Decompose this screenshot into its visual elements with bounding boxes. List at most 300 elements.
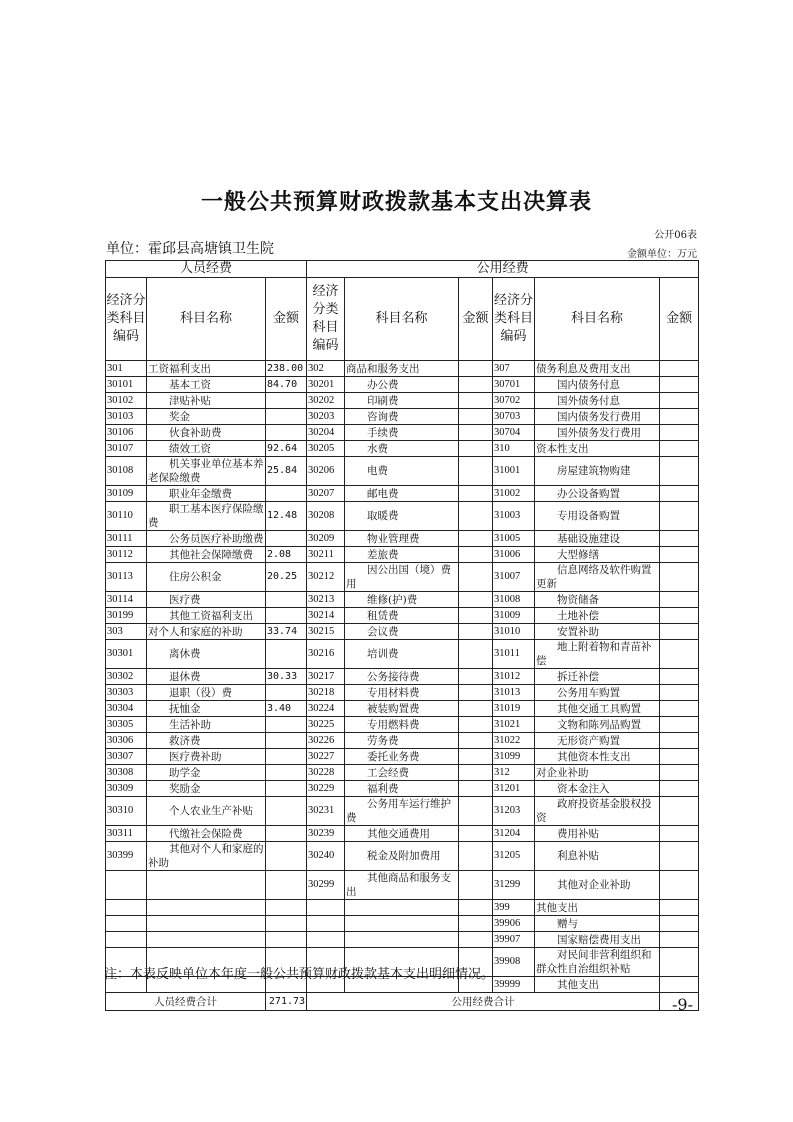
table-row <box>106 871 699 900</box>
item-code: 30212 <box>307 563 345 592</box>
item-name: 维修(护)费 <box>345 592 459 608</box>
item-name: 利息补贴 <box>535 842 660 871</box>
item-code: 31013 <box>493 685 535 701</box>
item-amount <box>660 669 699 685</box>
item-name: 住房公积金 <box>147 563 266 592</box>
table-row <box>106 377 699 393</box>
item-name: 其他交通工具购置 <box>535 701 660 717</box>
item-amount <box>660 441 699 457</box>
item-name: 奖励金 <box>147 781 266 797</box>
item-amount <box>459 624 493 640</box>
item-code: 31012 <box>493 669 535 685</box>
expenditure-table <box>105 260 699 1011</box>
table-row <box>106 361 699 377</box>
item-code: 31011 <box>493 640 535 669</box>
table-row <box>106 749 699 765</box>
item-amount: 2.08 <box>266 547 307 563</box>
item-name: 其他社会保障缴费 <box>147 547 266 563</box>
item-name: 债务利息及费用支出 <box>535 361 660 377</box>
item-amount <box>660 393 699 409</box>
item-amount <box>660 765 699 781</box>
item-amount <box>459 826 493 842</box>
item-name: 大型修缮 <box>535 547 660 563</box>
item-name: 租赁费 <box>345 608 459 624</box>
table-row <box>106 441 699 457</box>
item-amount <box>266 871 307 900</box>
item-amount <box>459 669 493 685</box>
totals-row <box>106 993 699 1011</box>
item-amount <box>660 377 699 393</box>
item-code: 30199 <box>106 608 147 624</box>
header-personnel: 人员经费 <box>106 261 307 278</box>
item-name: 委托业务费 <box>345 749 459 765</box>
item-name: 安置补助 <box>535 624 660 640</box>
item-amount <box>660 361 699 377</box>
item-amount <box>266 685 307 701</box>
public-total-label: 公用经费合计 <box>307 993 660 1011</box>
item-amount <box>660 486 699 502</box>
header-name: 科目名称 <box>147 278 266 361</box>
item-amount <box>660 608 699 624</box>
item-name: 其他支出 <box>535 977 660 993</box>
item-name: 对个人和家庭的补助 <box>147 624 266 640</box>
item-amount <box>459 486 493 502</box>
table-row <box>106 608 699 624</box>
item-name: 福利费 <box>345 781 459 797</box>
item-amount <box>266 393 307 409</box>
item-code: 30205 <box>307 441 345 457</box>
item-amount: 33.74 <box>266 624 307 640</box>
item-amount <box>459 871 493 900</box>
page-title: 一般公共预算财政拨款基本支出决算表 <box>200 189 592 215</box>
item-name <box>147 871 266 900</box>
item-name <box>345 900 459 916</box>
item-name: 公务用车运行维护费 <box>345 797 459 826</box>
item-code: 312 <box>493 765 535 781</box>
item-amount <box>660 502 699 531</box>
item-code: 31003 <box>493 502 535 531</box>
item-amount: 12.48 <box>266 502 307 531</box>
item-amount <box>459 640 493 669</box>
item-name: 咨询费 <box>345 409 459 425</box>
item-code: 30225 <box>307 717 345 733</box>
item-name: 国内债务发行费用 <box>535 409 660 425</box>
item-amount <box>660 826 699 842</box>
item-code <box>106 871 147 900</box>
item-name: 资本金注入 <box>535 781 660 797</box>
item-code <box>307 932 345 948</box>
header-amount: 金额 <box>660 278 699 361</box>
item-code: 39907 <box>493 932 535 948</box>
item-amount <box>266 640 307 669</box>
item-amount <box>660 797 699 826</box>
item-code: 307 <box>493 361 535 377</box>
item-amount: 92.64 <box>266 441 307 457</box>
item-amount <box>660 781 699 797</box>
item-name: 无形资产购置 <box>535 733 660 749</box>
personnel-total-label: 人员经费合计 <box>106 993 266 1011</box>
item-amount <box>459 425 493 441</box>
item-name: 基本工资 <box>147 377 266 393</box>
item-amount <box>660 531 699 547</box>
item-code: 30305 <box>106 717 147 733</box>
item-code: 399 <box>493 900 535 916</box>
item-name: 印刷费 <box>345 393 459 409</box>
item-code: 30211 <box>307 547 345 563</box>
item-code <box>106 916 147 932</box>
header-amount: 金额 <box>459 278 493 361</box>
item-name: 地上附着物和青苗补偿 <box>535 640 660 669</box>
item-code: 301 <box>106 361 147 377</box>
item-code: 30110 <box>106 502 147 531</box>
header-code: 经济分类科目编码 <box>106 278 147 361</box>
item-code: 30301 <box>106 640 147 669</box>
item-amount <box>266 765 307 781</box>
item-amount <box>459 797 493 826</box>
item-code: 30399 <box>106 842 147 871</box>
item-name: 医疗费 <box>147 592 266 608</box>
table-row <box>106 669 699 685</box>
item-name: 国家赔偿费用支出 <box>535 932 660 948</box>
item-code: 30215 <box>307 624 345 640</box>
header-name: 科目名称 <box>535 278 660 361</box>
item-name: 离休费 <box>147 640 266 669</box>
item-code: 30302 <box>106 669 147 685</box>
item-amount <box>459 717 493 733</box>
item-code: 30229 <box>307 781 345 797</box>
item-amount: 20.25 <box>266 563 307 592</box>
item-name: 基础设施建设 <box>535 531 660 547</box>
item-amount <box>459 932 493 948</box>
item-name: 其他工资福利支出 <box>147 608 266 624</box>
item-code: 31010 <box>493 624 535 640</box>
table-row <box>106 842 699 871</box>
item-amount <box>266 486 307 502</box>
table-row <box>106 932 699 948</box>
item-amount: 3.40 <box>266 701 307 717</box>
item-amount <box>266 932 307 948</box>
item-name: 其他资本性支出 <box>535 749 660 765</box>
item-code: 30111 <box>106 531 147 547</box>
item-name: 其他对企业补助 <box>535 871 660 900</box>
item-name: 办公费 <box>345 377 459 393</box>
item-name: 机关事业单位基本养老保险缴费 <box>148 458 264 484</box>
item-name: 物业管理费 <box>345 531 459 547</box>
item-code: 39908 <box>493 948 535 977</box>
item-name: 伙食补助费 <box>147 425 266 441</box>
table-row <box>106 900 699 916</box>
item-amount: 30.33 <box>266 669 307 685</box>
item-amount <box>660 563 699 592</box>
table-row <box>106 916 699 932</box>
item-amount <box>660 871 699 900</box>
table-row <box>106 547 699 563</box>
item-code: 30106 <box>106 425 147 441</box>
item-amount <box>459 685 493 701</box>
item-name <box>345 916 459 932</box>
item-name: 专用材料费 <box>345 685 459 701</box>
item-amount <box>459 393 493 409</box>
unit-label: 单位：霍邱县高塘镇卫生院 <box>106 241 274 257</box>
table-row <box>106 826 699 842</box>
item-amount <box>459 842 493 871</box>
item-name: 医疗费补助 <box>147 749 266 765</box>
item-code: 30226 <box>307 733 345 749</box>
item-name: 拆迁补偿 <box>535 669 660 685</box>
amount-unit: 金额单位：万元 <box>627 249 697 260</box>
personnel-total-amount: 271.73 <box>266 993 307 1011</box>
item-code: 31299 <box>493 871 535 900</box>
item-amount <box>266 409 307 425</box>
item-code: 30207 <box>307 486 345 502</box>
header-code: 经济分类科目编码 <box>493 278 535 361</box>
item-code: 30228 <box>307 765 345 781</box>
item-name: 赠与 <box>535 916 660 932</box>
table-row <box>106 765 699 781</box>
item-code: 30308 <box>106 765 147 781</box>
table-row <box>106 797 699 826</box>
item-code: 31204 <box>493 826 535 842</box>
item-amount <box>459 701 493 717</box>
item-name: 其他支出 <box>535 900 660 916</box>
item-name: 水费 <box>345 441 459 457</box>
item-code: 31203 <box>493 797 535 826</box>
item-code: 30109 <box>106 486 147 502</box>
item-amount: 25.84 <box>266 457 307 486</box>
item-amount <box>266 749 307 765</box>
item-amount <box>266 531 307 547</box>
item-code <box>106 932 147 948</box>
item-name: 房屋建筑物购建 <box>535 457 660 486</box>
item-amount <box>660 425 699 441</box>
item-amount: 238.00 <box>266 361 307 377</box>
item-name: 信息网络及软件购置更新 <box>535 563 660 592</box>
item-amount <box>660 409 699 425</box>
item-name: 劳务费 <box>345 733 459 749</box>
item-name: 公务用车购置 <box>535 685 660 701</box>
header-code: 经济分类科目编码 <box>307 278 345 361</box>
item-code <box>307 900 345 916</box>
item-amount <box>459 916 493 932</box>
item-code: 30702 <box>493 393 535 409</box>
item-amount <box>660 640 699 669</box>
item-name: 退休费 <box>147 669 266 685</box>
item-code: 30214 <box>307 608 345 624</box>
item-amount <box>660 685 699 701</box>
item-code: 30107 <box>106 441 147 457</box>
item-amount <box>660 733 699 749</box>
item-name: 津贴补贴 <box>147 393 266 409</box>
item-code: 30209 <box>307 531 345 547</box>
item-amount <box>459 733 493 749</box>
item-amount <box>660 900 699 916</box>
item-amount <box>660 948 699 977</box>
item-code: 30239 <box>307 826 345 842</box>
item-amount <box>459 457 493 486</box>
header-row-columns <box>106 278 699 361</box>
item-code: 31021 <box>493 717 535 733</box>
item-code: 30227 <box>307 749 345 765</box>
item-name: 政府投资基金股权投资 <box>535 797 660 826</box>
item-name: 差旅费 <box>345 547 459 563</box>
item-name: 奖金 <box>147 409 266 425</box>
item-code: 30303 <box>106 685 147 701</box>
item-name <box>147 916 266 932</box>
item-name: 个人农业生产补贴 <box>147 797 266 826</box>
item-name: 费用补贴 <box>535 826 660 842</box>
item-code: 31007 <box>493 563 535 592</box>
item-code: 30204 <box>307 425 345 441</box>
item-code: 30114 <box>106 592 147 608</box>
item-code: 31009 <box>493 608 535 624</box>
item-name: 助学金 <box>147 765 266 781</box>
item-code: 31002 <box>493 486 535 502</box>
item-amount <box>266 425 307 441</box>
item-code: 30704 <box>493 425 535 441</box>
item-name: 税金及附加费用 <box>345 842 459 871</box>
item-name <box>147 932 266 948</box>
item-code <box>106 900 147 916</box>
item-amount <box>660 592 699 608</box>
item-name: 资本性支出 <box>535 441 660 457</box>
item-code: 30103 <box>106 409 147 425</box>
item-code: 302 <box>307 361 345 377</box>
item-name: 国外债务发行费用 <box>535 425 660 441</box>
item-code: 30240 <box>307 842 345 871</box>
table-row <box>106 393 699 409</box>
item-name: 商品和服务支出 <box>345 361 459 377</box>
item-amount <box>266 733 307 749</box>
item-amount <box>266 842 307 871</box>
item-amount <box>266 608 307 624</box>
item-name: 职业年金缴费 <box>147 486 266 502</box>
item-amount <box>660 701 699 717</box>
item-amount <box>459 765 493 781</box>
table-row <box>106 457 699 486</box>
item-name: 专用燃料费 <box>345 717 459 733</box>
header-amount: 金额 <box>266 278 307 361</box>
item-code: 30202 <box>307 393 345 409</box>
item-code: 30108 <box>106 457 147 486</box>
table-row <box>106 624 699 640</box>
item-code: 31019 <box>493 701 535 717</box>
item-name: 手续费 <box>345 425 459 441</box>
item-name: 其他交通费用 <box>345 826 459 842</box>
item-code: 31205 <box>493 842 535 871</box>
item-code: 30201 <box>307 377 345 393</box>
item-amount <box>459 531 493 547</box>
item-name: 工会经费 <box>345 765 459 781</box>
item-name: 被装购置费 <box>345 701 459 717</box>
item-name: 公务员医疗补助缴费 <box>147 531 266 547</box>
item-code: 30112 <box>106 547 147 563</box>
item-code: 39906 <box>493 916 535 932</box>
item-amount <box>266 717 307 733</box>
item-amount <box>660 749 699 765</box>
item-name <box>345 932 459 948</box>
item-code: 30102 <box>106 393 147 409</box>
item-amount <box>660 624 699 640</box>
item-amount: 84.70 <box>266 377 307 393</box>
table-row <box>106 486 699 502</box>
item-name: 会议费 <box>345 624 459 640</box>
header-row-groups <box>106 261 699 278</box>
item-code: 30203 <box>307 409 345 425</box>
item-code: 31006 <box>493 547 535 563</box>
table-row <box>106 425 699 441</box>
item-name: 退职（役）费 <box>147 685 266 701</box>
item-amount <box>459 749 493 765</box>
item-amount <box>660 932 699 948</box>
header-name: 科目名称 <box>345 278 459 361</box>
item-name: 因公出国（境）费用 <box>345 563 459 592</box>
table-row <box>106 733 699 749</box>
item-code: 39999 <box>493 977 535 993</box>
item-code: 30101 <box>106 377 147 393</box>
item-name: 取暖费 <box>345 502 459 531</box>
table-row <box>106 701 699 717</box>
item-name: 其他商品和服务支出 <box>345 871 459 900</box>
footnote: 注：本表反映单位本年度一般公共预算财政拨款基本支出明细情况。 <box>104 967 495 982</box>
item-code: 30218 <box>307 685 345 701</box>
item-amount <box>459 441 493 457</box>
item-code: 310 <box>493 441 535 457</box>
item-name: 绩效工资 <box>147 441 266 457</box>
item-amount <box>459 900 493 916</box>
item-amount <box>266 797 307 826</box>
item-name: 公务接待费 <box>345 669 459 685</box>
table-row <box>106 592 699 608</box>
item-name: 国内债务付息 <box>535 377 660 393</box>
item-amount <box>459 781 493 797</box>
table-row <box>106 563 699 592</box>
item-name: 生活补助 <box>147 717 266 733</box>
item-code: 30311 <box>106 826 147 842</box>
item-code: 30307 <box>106 749 147 765</box>
item-amount <box>266 826 307 842</box>
item-code: 30306 <box>106 733 147 749</box>
item-code: 30206 <box>307 457 345 486</box>
item-amount <box>459 409 493 425</box>
item-name <box>147 900 266 916</box>
item-name: 其他对个人和家庭的补助 <box>148 843 264 869</box>
item-amount <box>459 377 493 393</box>
table-row <box>106 409 699 425</box>
item-amount <box>660 977 699 993</box>
form-number: 公开06表 <box>654 230 697 241</box>
item-code: 30208 <box>307 502 345 531</box>
item-name: 对民间非营利组织和群众性自治组织补贴 <box>535 948 660 977</box>
item-amount <box>459 502 493 531</box>
item-code: 303 <box>106 624 147 640</box>
item-code: 30213 <box>307 592 345 608</box>
table-row <box>106 531 699 547</box>
item-name: 土地补偿 <box>535 608 660 624</box>
item-code: 30216 <box>307 640 345 669</box>
item-code: 31001 <box>493 457 535 486</box>
item-code: 30304 <box>106 701 147 717</box>
item-code: 30231 <box>307 797 345 826</box>
table-row <box>106 717 699 733</box>
item-code: 30310 <box>106 797 147 826</box>
table-row <box>106 685 699 701</box>
item-name: 抚恤金 <box>147 701 266 717</box>
table-row <box>106 640 699 669</box>
item-name: 专用设备购置 <box>535 502 660 531</box>
item-name: 文物和陈列品购置 <box>535 717 660 733</box>
item-name: 培训费 <box>345 640 459 669</box>
item-amount <box>459 547 493 563</box>
